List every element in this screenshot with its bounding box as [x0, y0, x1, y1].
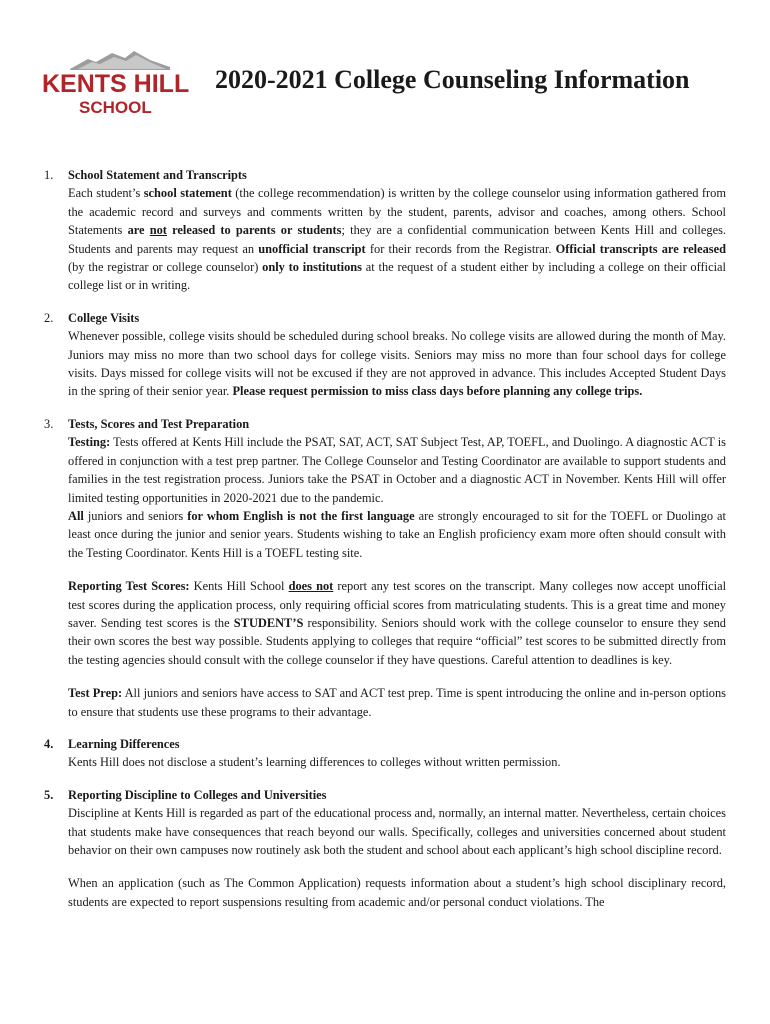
school-logo — [42, 50, 202, 120]
mountain-logo-icon — [70, 50, 170, 70]
page-title: 2020-2021 College Counseling Information — [215, 65, 690, 94]
section-number: 4. — [44, 736, 54, 751]
section-heading: School Statement and Transcripts — [68, 168, 247, 182]
reporting-scores-paragraph: Reporting Test Scores: Kents Hill School does not report any test scores on the transcript. Many colleges now accept unofficial test scores during the application process, only requiring official scores from matriculating students. This is a great time and money saver. Sending test scores is the STUDENT’S responsibility. Seniors should work with the college counselor to ensure they send their own scores the best way possible. Students applying to colleges that require “official” test scores to be submitted directly from the testing agencies should consult with the college counselor if they have questions. Careful attention to deadlines is key. — [68, 579, 727, 667]
section-paragraph: Whenever possible, college visits should be scheduled during school breaks. No college visits are allowed during the month of May. Juniors may miss no more than two school days for college visits. Seniors may miss no more than four school days for college visits. Days missed for college visits will not be excused if they are not approved in advance. This includes Accepted Student Days in the spring of their senior year. Please request permission to miss class days before planning any college trips. — [68, 329, 726, 399]
section-heading: Learning Differences — [68, 736, 180, 751]
section-number: 5. — [44, 787, 54, 802]
test-prep-paragraph: Test Prep: All juniors and seniors have access to SAT and ACT test prep. Time is spent introducing the online and in-person options to ensure that students use these programs to their advantage. — [68, 686, 726, 719]
section-number: 3. — [44, 416, 54, 431]
section-learning-differences — [40, 735, 726, 772]
section-tests — [40, 415, 726, 721]
logo-subtitle: SCHOOL — [79, 98, 152, 117]
section-heading: College Visits — [68, 310, 140, 325]
section-school-statement — [40, 166, 726, 295]
document-body — [40, 166, 726, 925]
section-reporting-discipline — [40, 786, 726, 911]
section-college-visits — [40, 309, 726, 401]
testing-paragraph: Testing: Tests offered at Kents Hill include the PSAT, SAT, ACT, SAT Subject Test, AP, TOEFL, and Duolingo. A diagnostic ACT is offered in conjunction with a test prep partner. The College Counselor and Testing Coordinator are available to support students and families in the test registration process. Juniors take the PSAT in October and a diagnostic ACT in November. Kents Hill will offer limited testing opportunities in 2020-2021 due to the pandemic. All juniors and seniors for whom English is not the first language are strongly encouraged to sit for the TOEFL or Duolingo at least once during the junior and senior years. Students wishing to take an English proficiency exam more often should consult with the Testing Coordinator. Kents Hill is a TOEFL testing site. — [68, 435, 727, 560]
section-heading: Reporting Discipline to Colleges and Universities — [68, 787, 327, 802]
section-paragraph: Each student’s school statement (the college recommendation) is written by the college counselor using information gathered from the academic record and surveys and comments written by the student, parents, advisor and coaches, among others. School Statements are not released to parents or students; they are a confidential communication between Kents Hill and colleges. Students and parents may request an unofficial transcript for their records from the Registrar. Official transcripts are released (by the registrar or college counselor) only to institutions at the request of a student either by including a college on their official college list or in writing. — [68, 186, 727, 293]
section-paragraph: Kents Hill does not disclose a student’s learning differences to colleges without written permission. — [68, 755, 561, 770]
section-number: 2. — [44, 310, 54, 325]
section-paragraph: When an application (such as The Common Application) requests information about a student’s high school disciplinary record, students are expected to report suspensions resulting from academic and/or personal conduct violations. The — [68, 876, 726, 909]
section-heading: Tests, Scores and Test Preparation — [68, 416, 250, 431]
logo-name: KENTS HILL — [42, 70, 190, 98]
section-number: 1. — [44, 168, 54, 182]
section-paragraph: Discipline at Kents Hill is regarded as part of the educational process and, normally, an internal matter. Nevertheless, certain choices that students make have consequences that reach beyond our walls. Specifically, colleges and universities concerned about student behavior on their own campuses now routinely ask both the student and school about each applicant’s high school discipline record. — [68, 806, 726, 857]
page-header — [0, 0, 770, 140]
